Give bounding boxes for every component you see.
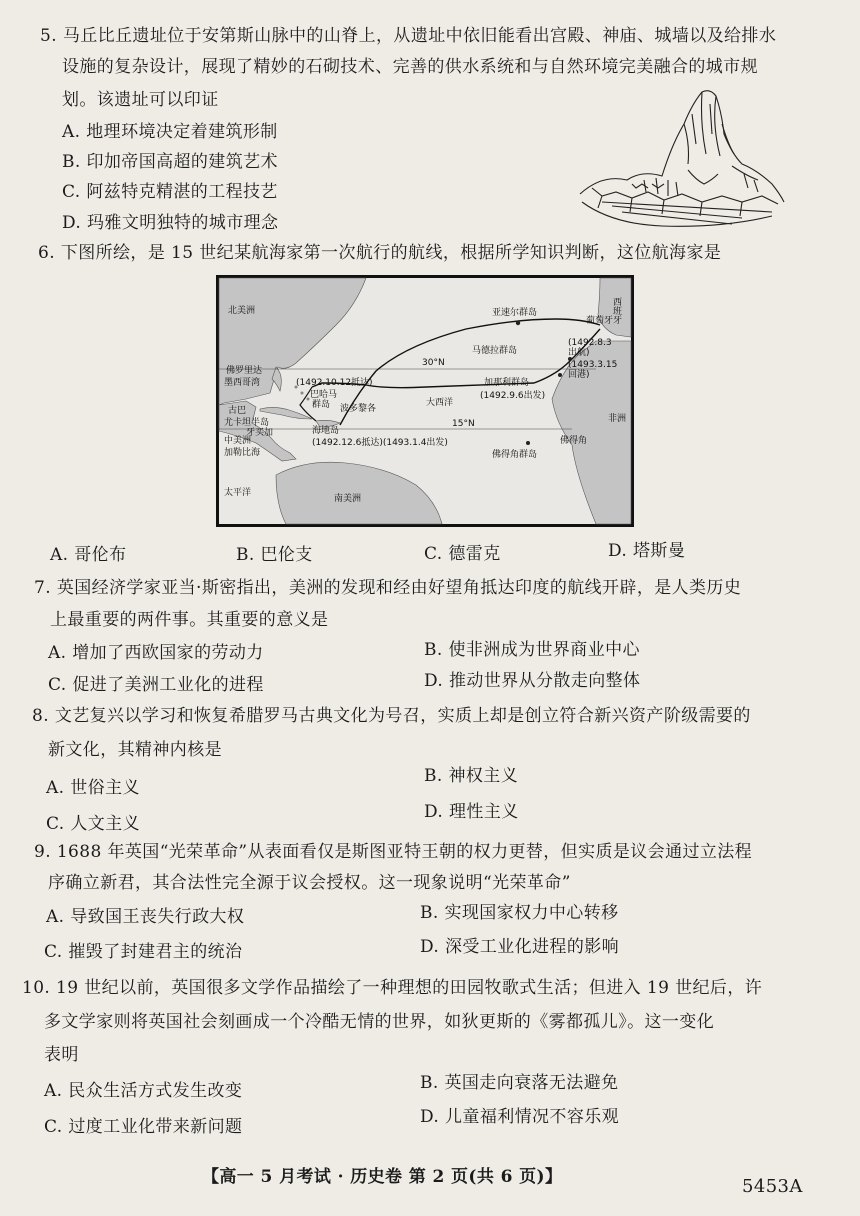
q7-option-b[interactable]: B. 使非洲成为世界商业中心 bbox=[424, 640, 640, 660]
label-south-america: 南美洲 bbox=[334, 494, 362, 504]
q5-stem-line3: 划。该遗址可以印证 bbox=[62, 90, 219, 110]
label-madeira: 马德拉群岛 bbox=[472, 346, 518, 356]
label-depart-2: 出航) bbox=[568, 348, 590, 358]
q9-option-c[interactable]: C. 摧毁了封建君主的统治 bbox=[44, 942, 243, 962]
label-pacific: 太平洋 bbox=[224, 488, 252, 498]
q5-stem-line2: 设施的复杂设计，展现了精妙的石砌技术、完善的供水系统和与自然环境完美融合的城市规 bbox=[62, 57, 758, 77]
label-canary-date: (1492.9.6出发) bbox=[480, 391, 546, 401]
label-gulf-mexico: 墨西哥湾 bbox=[224, 378, 261, 388]
q10-stem-line1: 10. 19 世纪以前，英国很多文学作品描绘了一种理想的田园牧歌式生活；但进入 19 世纪后，许 bbox=[22, 978, 763, 998]
q9-stem-line1: 9. 1688 年英国“光荣革命”从表面看仅是斯图亚特王朝的权力更替，但实质是议会通过立法程 bbox=[34, 842, 753, 862]
label-atlantic: 大西洋 bbox=[426, 398, 454, 408]
label-cuba: 古巴 bbox=[228, 406, 247, 416]
label-spain: 西班牙 bbox=[611, 297, 621, 324]
label-azores: 亚速尔群岛 bbox=[492, 308, 538, 318]
exam-code: 5453A bbox=[742, 1176, 803, 1197]
q10-option-b[interactable]: B. 英国走向衰落无法避免 bbox=[420, 1073, 619, 1093]
label-portugal: 葡萄牙 bbox=[586, 316, 614, 326]
label-haiti: 海地岛 bbox=[312, 426, 340, 436]
q7-option-a[interactable]: A. 增加了西欧国家的劳动力 bbox=[48, 643, 264, 663]
label-florida: 佛罗里达 bbox=[226, 366, 263, 376]
machu-picchu-illustration bbox=[572, 84, 786, 230]
q10-option-c[interactable]: C. 过度工业化带来新问题 bbox=[44, 1117, 243, 1137]
label-bahamas-2: 群岛 bbox=[312, 400, 331, 410]
label-cape-verde: 佛得角 bbox=[560, 436, 588, 446]
q10-stem-line2: 多文学家则将英国社会刻画成一个冷酷无情的世界，如狄更斯的《雾都孤儿》。这一变化 bbox=[44, 1012, 715, 1032]
canary-marker bbox=[558, 373, 562, 377]
q7-stem-line1: 7. 英国经济学家亚当·斯密指出，美洲的发现和经由好望角抵达印度的航线开辟，是人类历史 bbox=[34, 578, 742, 598]
q8-option-a[interactable]: A. 世俗主义 bbox=[46, 778, 140, 798]
q7-stem-line2: 上最重要的两件事。其重要的意义是 bbox=[50, 610, 329, 630]
label-15n: 15°N bbox=[452, 419, 475, 429]
label-depart-3: (1493.3.15 bbox=[568, 360, 618, 370]
q5-option-c[interactable]: C. 阿兹特克精湛的工程技艺 bbox=[62, 182, 278, 202]
q8-option-b[interactable]: B. 神权主义 bbox=[424, 766, 519, 786]
q6-stem: 6. 下图所绘，是 15 世纪某航海家第一次航行的航线，根据所学知识判断，这位航海家是 bbox=[38, 243, 722, 263]
q8-stem-line1: 8. 文艺复兴以学习和恢复希腊罗马古典文化为号召，实质上却是创立符合新兴资产阶级需要的 bbox=[32, 706, 751, 726]
q6-option-c[interactable]: C. 德雷克 bbox=[424, 544, 501, 564]
q9-option-a[interactable]: A. 导致国王丧失行政大权 bbox=[46, 907, 245, 927]
page-footer: 【高一 5 月考试 · 历史卷 第 2 页(共 6 页)】 bbox=[202, 1167, 563, 1187]
q7-option-c[interactable]: C. 促进了美洲工业化的进程 bbox=[48, 675, 264, 695]
label-arrive-1012: (1492.10.12抵达) bbox=[296, 378, 373, 388]
q8-stem-line2: 新文化，其精神内核是 bbox=[48, 740, 222, 760]
q10-option-a[interactable]: A. 民众生活方式发生改变 bbox=[44, 1081, 243, 1101]
q9-stem-line2: 序确立新君，其合法性完全源于议会授权。这一现象说明“光荣革命” bbox=[48, 873, 571, 893]
label-bahamas-1: 巴哈马 bbox=[310, 390, 338, 400]
label-haiti-dates: (1492.12.6抵达)(1493.1.4出发) bbox=[312, 438, 448, 448]
q6-option-a[interactable]: A. 哥伦布 bbox=[50, 545, 127, 565]
q5-option-a[interactable]: A. 地理环境决定着建筑形制 bbox=[62, 122, 278, 142]
label-depart-4: 回港) bbox=[568, 370, 590, 380]
label-central-america: 中美洲 bbox=[224, 436, 252, 446]
columbus-voyage-map bbox=[216, 275, 634, 527]
q10-stem-line3: 表明 bbox=[44, 1045, 79, 1065]
cape-verde-marker bbox=[526, 441, 530, 445]
q5-option-d[interactable]: D. 玛雅文明独特的城市理念 bbox=[62, 213, 279, 233]
label-yucatan: 尤卡坦半岛 bbox=[224, 418, 270, 428]
q8-option-d[interactable]: D. 理性主义 bbox=[424, 802, 519, 822]
label-canary: 加那利群岛 bbox=[484, 378, 530, 388]
label-cape-verde-islands: 佛得角群岛 bbox=[492, 450, 538, 460]
q5-stem-line1: 5. 马丘比丘遗址位于安第斯山脉中的山脊上，从遗址中依旧能看出宫殿、神庙、城墙以及给排水 bbox=[40, 26, 777, 46]
q6-option-d[interactable]: D. 塔斯曼 bbox=[608, 541, 686, 561]
label-africa: 非洲 bbox=[608, 414, 627, 424]
q5-option-b[interactable]: B. 印加帝国高超的建筑艺术 bbox=[62, 152, 278, 172]
q9-option-d[interactable]: D. 深受工业化进程的影响 bbox=[420, 937, 620, 957]
label-caribbean: 加勒比海 bbox=[224, 448, 261, 458]
label-jamaica: 牙买加 bbox=[246, 428, 274, 438]
q9-option-b[interactable]: B. 实现国家权力中心转移 bbox=[420, 903, 619, 923]
label-north-america: 北美洲 bbox=[228, 306, 256, 316]
q8-option-c[interactable]: C. 人文主义 bbox=[46, 814, 141, 834]
q7-option-d[interactable]: D. 推动世界从分散走向整体 bbox=[424, 671, 641, 691]
q6-option-b[interactable]: B. 巴伦支 bbox=[236, 545, 313, 565]
label-puerto-rico: 波多黎各 bbox=[340, 404, 377, 414]
q10-option-d[interactable]: D. 儿童福利情况不容乐观 bbox=[420, 1107, 620, 1127]
azores-marker bbox=[516, 321, 520, 325]
label-depart-1: (1492.8.3 bbox=[568, 338, 612, 348]
label-30n: 30°N bbox=[422, 358, 445, 368]
